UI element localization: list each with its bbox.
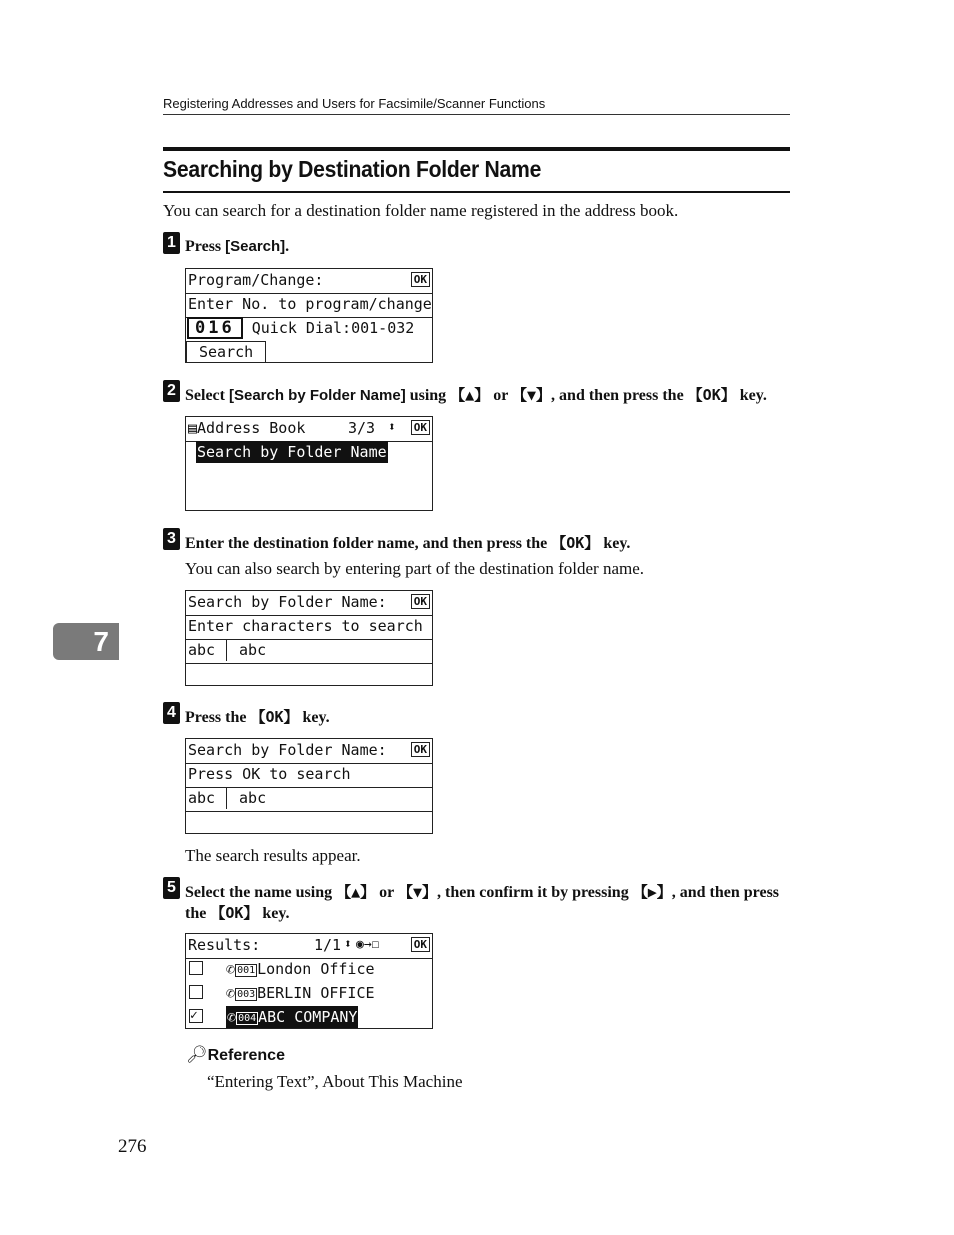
input-mode: abc — [186, 787, 227, 809]
reference-block — [186, 1045, 285, 1065]
lcd-results — [185, 933, 433, 1029]
ok-indicator: OK — [411, 272, 430, 287]
step-2-text — [185, 385, 795, 406]
destination-name: ABC COMPANY — [258, 1008, 358, 1026]
step-text-part: key. — [258, 905, 290, 922]
step-text-part: key. — [735, 387, 767, 404]
lcd-title: Search by Folder Name: — [188, 593, 387, 611]
step-text-part: Select — [185, 387, 229, 404]
lcd-prompt: Press OK to search — [188, 765, 351, 783]
lcd-row — [186, 317, 432, 341]
up-key: 【▲】 — [450, 386, 490, 404]
step-3-text — [185, 533, 795, 554]
lcd-prompt: Enter characters to search — [188, 617, 423, 635]
lcd-row — [186, 934, 432, 959]
destination-name: BERLIN OFFICE — [257, 984, 375, 1002]
step-5-number: 5 — [163, 877, 180, 899]
scroll-updown-icon: ⬍ — [344, 937, 352, 952]
reference-text: “Entering Text”, About This Machine — [207, 1072, 463, 1091]
search-button[interactable]: Search — [186, 341, 266, 362]
lcd-title: Search by Folder Name: — [188, 741, 387, 759]
ok-indicator: OK — [411, 742, 430, 757]
registration-number: 003 — [237, 989, 256, 1000]
registration-number: 004 — [238, 1013, 257, 1024]
lcd-program-change — [185, 268, 433, 363]
step-4-text — [185, 707, 795, 728]
step-text-part: Press — [185, 238, 226, 255]
ok-key: 【OK】 — [210, 904, 259, 922]
quick-dial-range: Quick Dial:001-032 — [251, 319, 415, 337]
search-text-input[interactable]: abc — [239, 789, 267, 807]
ok-indicator: OK — [411, 937, 430, 952]
ok-key: 【OK】 — [687, 386, 736, 404]
registration-number: 001 — [237, 965, 256, 976]
step-text-part: key. — [298, 709, 330, 726]
step-3-number: 3 — [163, 528, 180, 550]
checkbox-checked[interactable] — [186, 1006, 207, 1028]
checkbox-unchecked[interactable] — [186, 982, 207, 1004]
down-key: 【▼】 — [512, 386, 552, 404]
step-text-part: Press the — [185, 709, 251, 726]
ok-indicator: OK — [411, 594, 430, 609]
chapter-tab: 7 — [53, 623, 119, 660]
step-text-part: using — [405, 387, 451, 404]
step-3-note: You can also search by entering part of the destination folder name. — [185, 559, 645, 578]
page-indicator: 1/1 — [314, 936, 342, 954]
step-text-part: , and then press the — [185, 884, 780, 922]
menu-item-search-by-folder-name[interactable]: Search by Folder Name — [197, 443, 387, 461]
step-4-note: The search results appear. — [185, 846, 361, 865]
step-text-part: Select the name using — [185, 884, 337, 901]
result-row[interactable] — [186, 1006, 432, 1030]
page-number: 276 — [118, 1136, 147, 1157]
destination-name: London Office — [257, 960, 375, 978]
search-text-input[interactable]: abc — [239, 641, 267, 659]
step-text-part: Enter the destination folder name, and then press the — [185, 535, 552, 552]
page-indicator: 3/3 — [348, 419, 376, 437]
select-arrow-icon: ◉→☐ — [356, 937, 380, 952]
step-5-text — [185, 882, 795, 924]
step-text-part: , then confirm it by pressing — [436, 884, 633, 901]
lcd-row — [186, 639, 432, 664]
lcd-row — [186, 763, 432, 788]
step-2-number: 2 — [163, 380, 180, 402]
lcd-row — [186, 591, 432, 616]
ok-key: 【OK】 — [551, 534, 600, 552]
reference-heading: Reference — [207, 1047, 285, 1064]
intro-text: You can search for a destination folder name registered in the address book. — [163, 201, 679, 220]
lcd-row — [186, 441, 432, 465]
up-key: 【▲】 — [336, 883, 376, 901]
ok-key: 【OK】 — [250, 708, 299, 726]
lcd-row — [186, 787, 432, 812]
book-icon: ▤ — [188, 419, 198, 437]
selected-result[interactable] — [226, 1006, 358, 1028]
lcd-press-ok — [185, 738, 433, 834]
search-by-folder-name-label: [Search by Folder Name] — [228, 387, 406, 404]
running-header: Registering Addresses and Users for Facsimile/Scanner Functions — [163, 96, 790, 115]
lcd-title: Results: — [188, 936, 261, 954]
fax-destination-icon: ✆ — [227, 1008, 237, 1026]
page-title: Searching by Destination Folder Name — [163, 156, 542, 182]
input-mode: abc — [186, 639, 227, 661]
lcd-row — [186, 341, 432, 365]
step-text-part: or — [489, 387, 513, 404]
fax-destination-icon: ✆ — [226, 984, 236, 1002]
fax-destination-icon: ✆ — [226, 960, 236, 978]
lcd-prompt: Enter No. to program/change — [188, 295, 432, 313]
title-rule-bottom — [163, 191, 790, 193]
step-1-text — [185, 237, 795, 257]
lcd-row — [186, 739, 432, 764]
ok-indicator: OK — [411, 420, 430, 435]
checkbox-unchecked[interactable] — [186, 958, 207, 980]
title-rule-top — [163, 147, 790, 151]
step-1-number: 1 — [163, 232, 180, 254]
step-text-part: . — [285, 238, 290, 255]
lcd-folder-search-entry — [185, 590, 433, 686]
magnifier-icon: 🔎︎ — [186, 1045, 208, 1064]
lcd-row — [186, 269, 432, 294]
step-4-number: 4 — [163, 702, 180, 724]
lcd-row — [186, 417, 432, 442]
right-key: 【▶】 — [632, 883, 672, 901]
result-row[interactable] — [186, 982, 432, 1006]
lcd-title: Address Book — [197, 419, 306, 437]
step-text-part: key. — [599, 535, 631, 552]
step-text-part: or — [375, 884, 398, 901]
down-key: 【▼】 — [397, 883, 437, 901]
result-row[interactable] — [186, 958, 432, 982]
search-key-label: [Search] — [225, 238, 286, 255]
lcd-row — [186, 293, 432, 318]
lcd-row — [186, 615, 432, 640]
number-entry[interactable]: 016 — [187, 317, 243, 339]
step-text-part: , and then press the — [551, 387, 688, 404]
lcd-address-book — [185, 416, 433, 511]
scroll-updown-icon: ⬍ — [388, 420, 396, 435]
lcd-title: Program/Change: — [188, 271, 324, 289]
